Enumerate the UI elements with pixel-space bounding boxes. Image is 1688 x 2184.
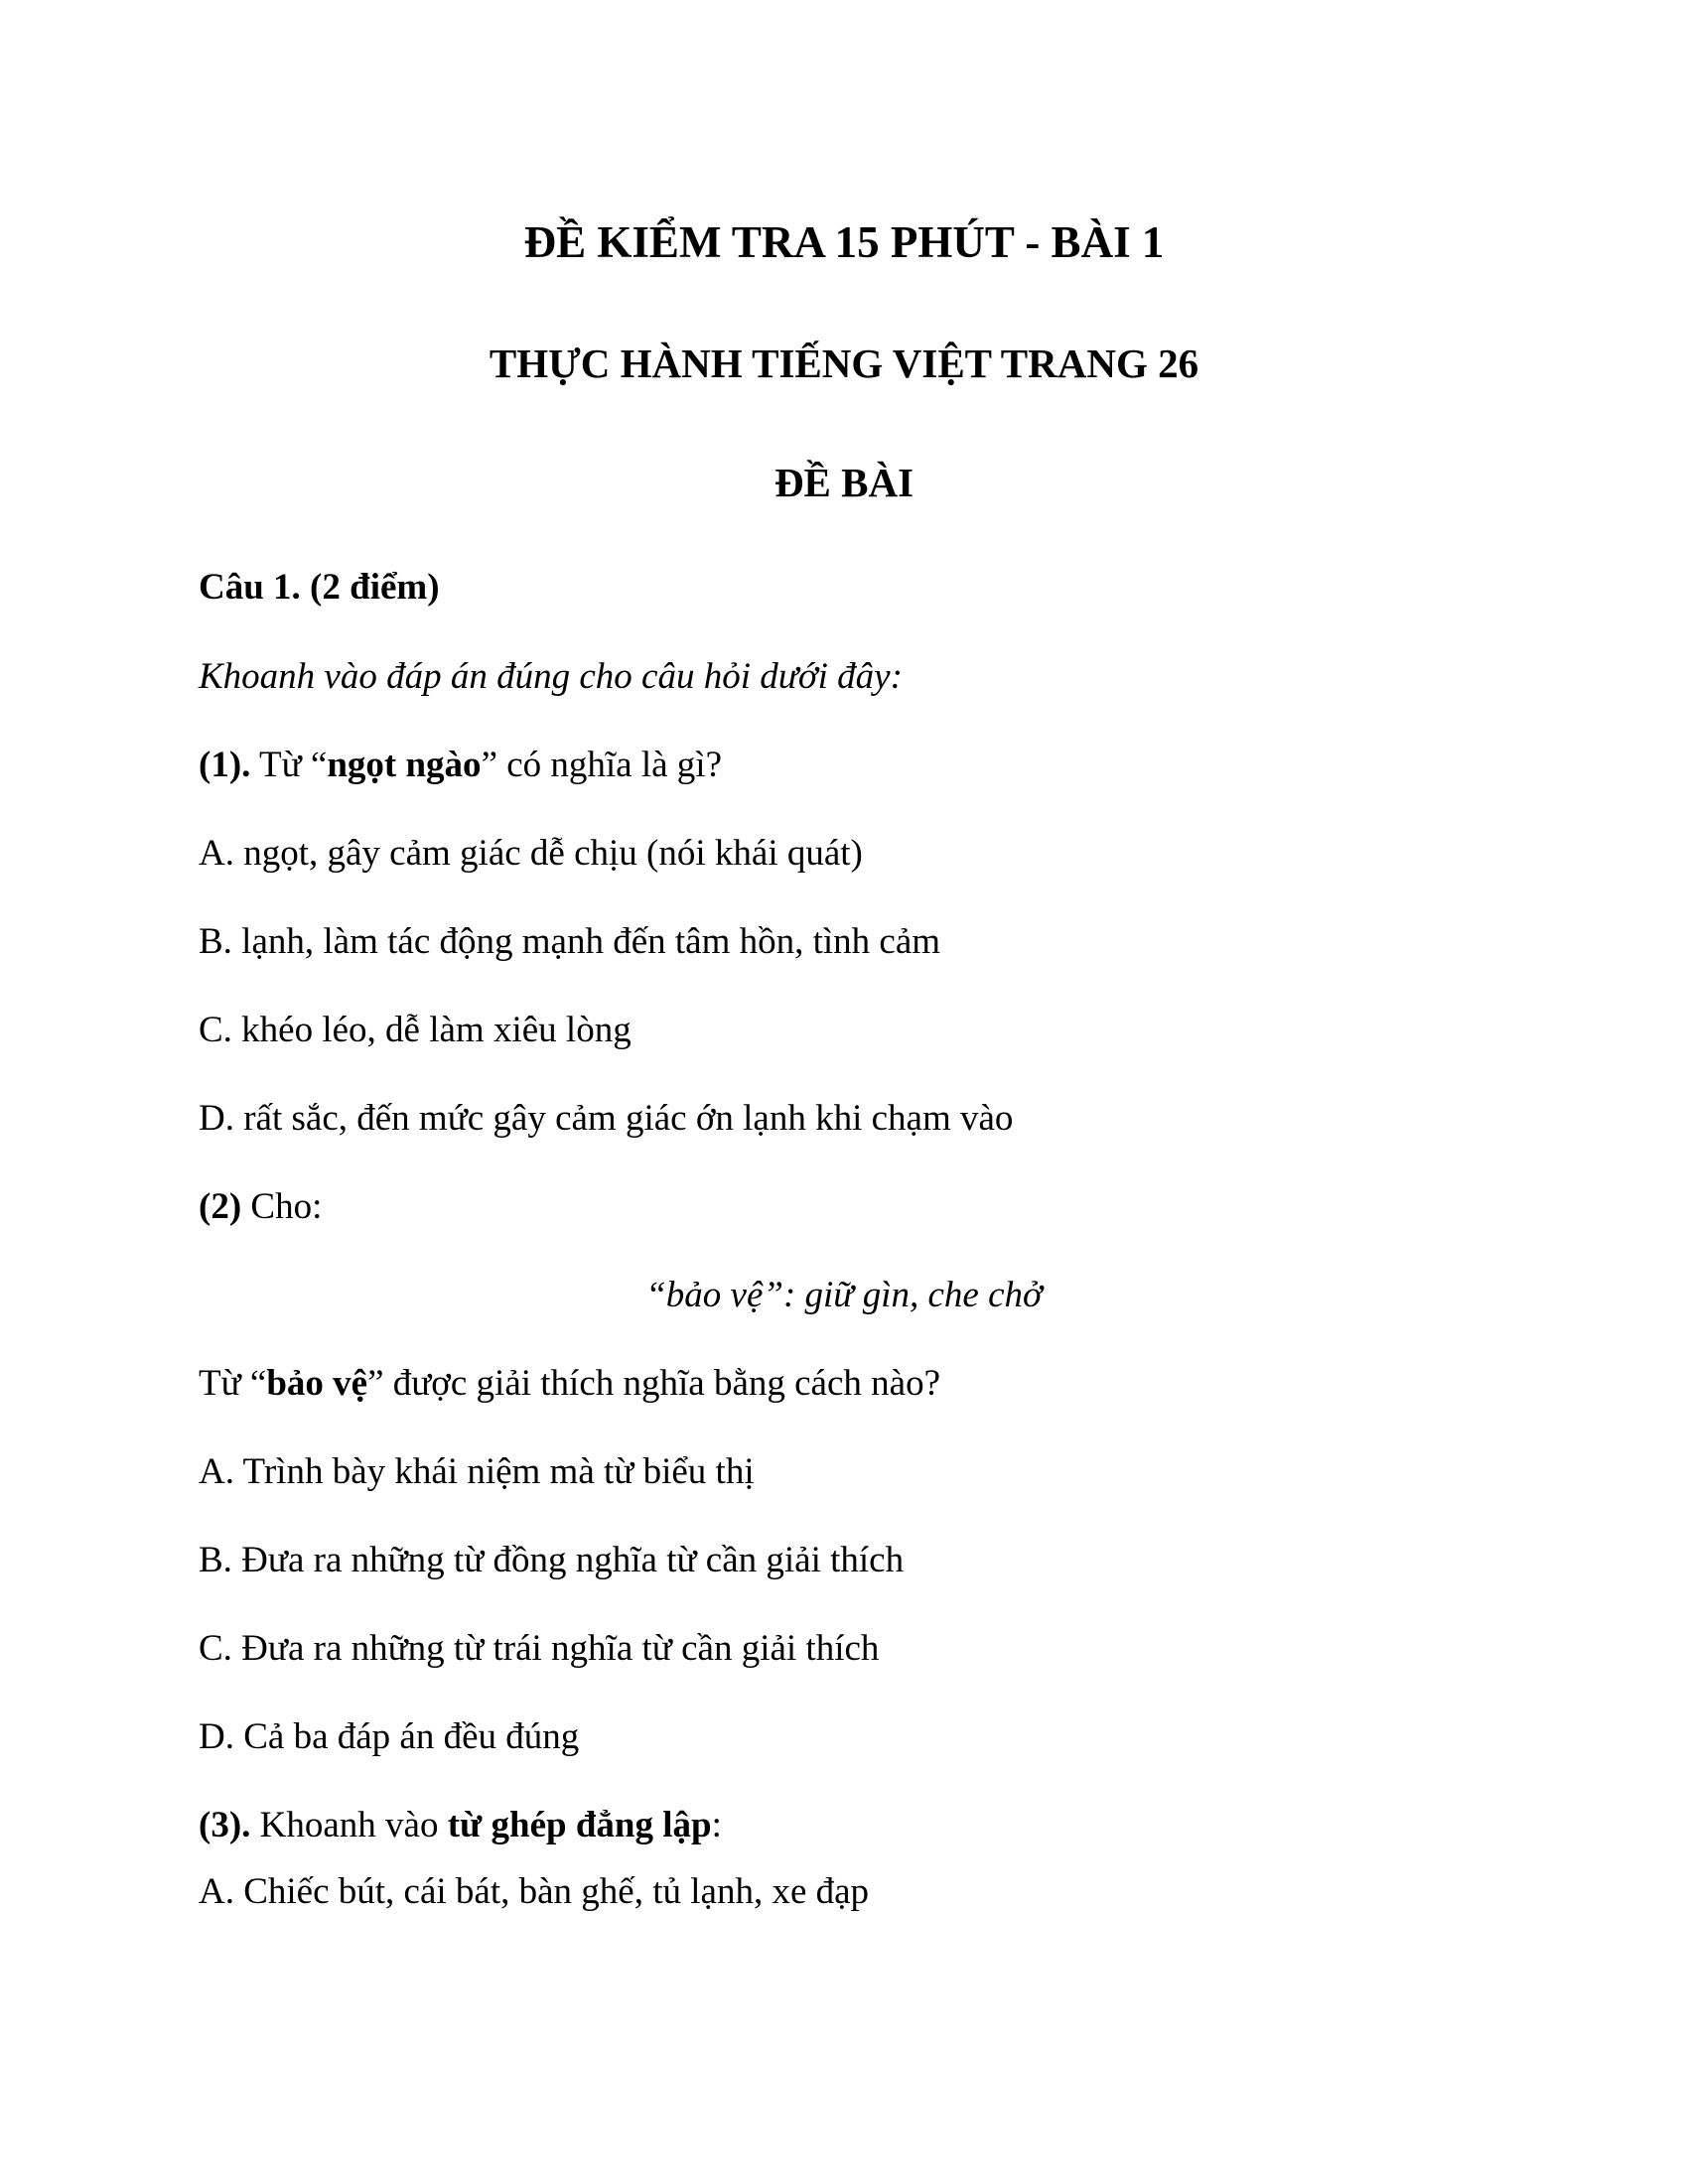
part-1-number: (1). <box>199 745 251 785</box>
part-1-text-post: ” có nghĩa là gì? <box>481 745 723 785</box>
question-1-instruction: Khoanh vào đáp án đúng cho câu hỏi dưới đây: <box>199 656 903 697</box>
part-2-option-c[interactable]: C. Đưa ra những từ trái nghĩa từ cần giải thích <box>199 1628 880 1669</box>
part-2-quote: “bảo vệ”: giữ gìn, che chở <box>645 1275 1043 1315</box>
part-1-option-b[interactable]: B. lạnh, làm tác động mạnh đến tâm hồn, tình cảm <box>199 921 941 962</box>
part-3-number: (3). <box>199 1805 251 1845</box>
part-3-text-pre: Khoanh vào <box>250 1805 448 1845</box>
document-subtitle: THỰC HÀNH TIẾNG VIỆT TRANG 26 <box>489 341 1199 386</box>
part-2-question <box>199 1362 940 1406</box>
part-2-question-post: ” được giải thích nghĩa bằng cách nào? <box>367 1363 940 1404</box>
part-3-question <box>199 1804 722 1847</box>
part-2-term: bảo vệ <box>266 1363 368 1404</box>
part-1-term: ngọt ngào <box>327 745 482 785</box>
part-3-term: từ ghép đẳng lập <box>447 1805 712 1845</box>
part-3-option-a[interactable]: A. Chiếc bút, cái bát, bàn ghế, tủ lạnh, xe đạp <box>199 1871 870 1912</box>
part-1-option-d[interactable]: D. rất sắc, đến mức gây cảm giác ớn lạnh khi chạm vào <box>199 1098 1014 1139</box>
part-2-option-a[interactable]: A. Trình bày khái niệm mà từ biểu thị <box>199 1451 755 1492</box>
part-2-option-b[interactable]: B. Đưa ra những từ đồng nghĩa từ cần giải thích <box>199 1540 905 1580</box>
part-1-option-a[interactable]: A. ngọt, gây cảm giác dễ chịu (nói khái quát) <box>199 833 863 874</box>
part-2-question-pre: Từ “ <box>199 1363 267 1404</box>
part-1-question <box>199 744 722 787</box>
part-1-option-c[interactable]: C. khéo léo, dễ làm xiêu lòng <box>199 1010 632 1050</box>
part-3-text-post: : <box>711 1805 722 1845</box>
document-title: ĐỀ KIỂM TRA 15 PHÚT - BÀI 1 <box>523 217 1165 267</box>
part-2-label-text: Cho: <box>241 1186 323 1227</box>
part-1-text-pre: Từ “ <box>250 745 328 785</box>
question-1-heading: Câu 1. (2 điểm) <box>199 567 440 608</box>
section-heading: ĐỀ BÀI <box>774 460 914 505</box>
part-2-label <box>199 1185 322 1229</box>
part-2-number: (2) <box>199 1186 242 1227</box>
part-2-option-d[interactable]: D. Cả ba đáp án đều đúng <box>199 1716 580 1757</box>
